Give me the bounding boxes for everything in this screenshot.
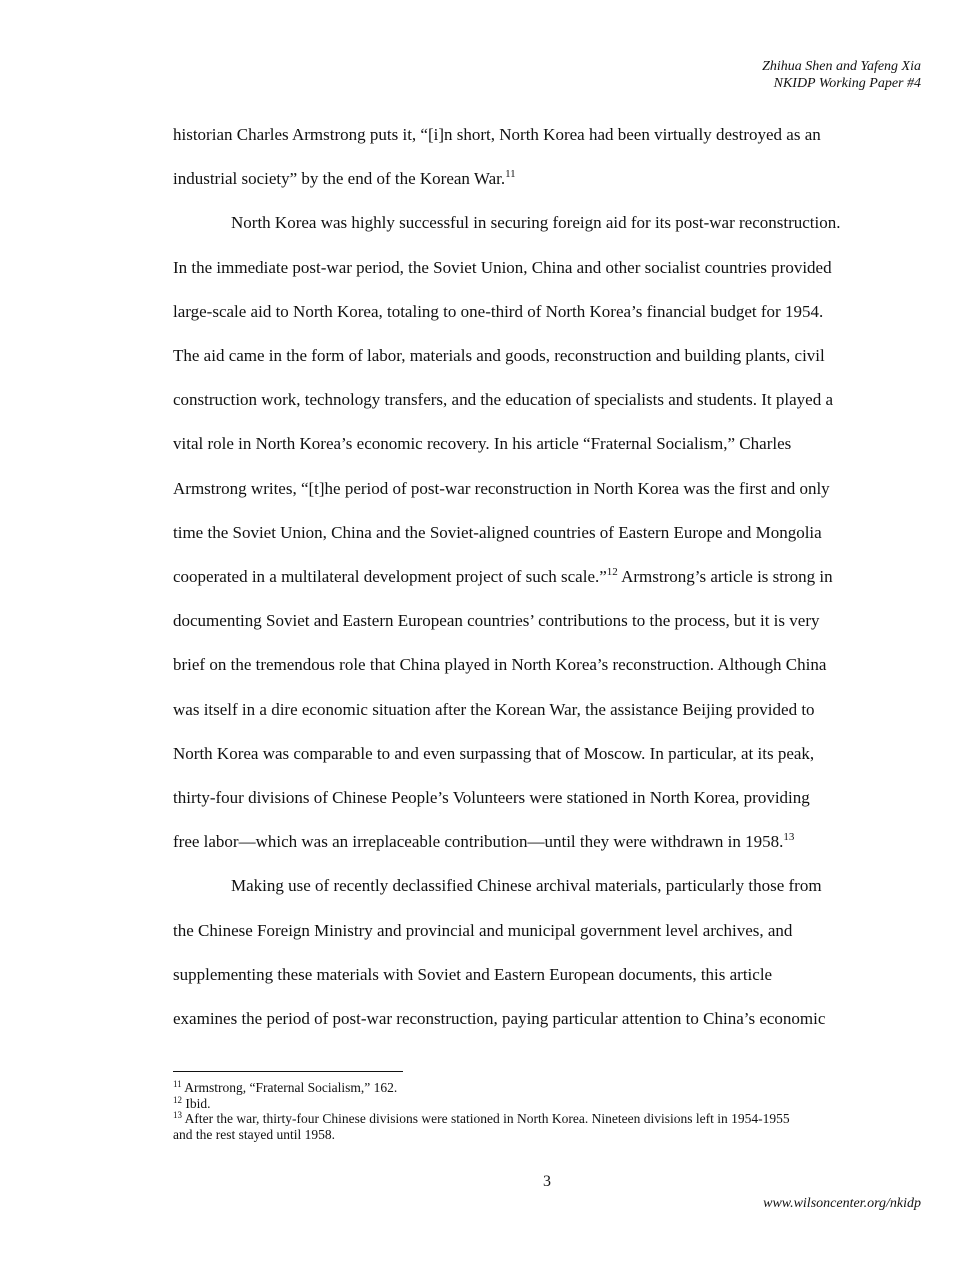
footnote-number: 11 [173,1079,182,1089]
text-line: historian Charles Armstrong puts it, “[i]n short, North Korea had been virtually destroyed as an [173,125,821,144]
footnote-text: Ibid. [182,1095,211,1111]
text-line [173,820,921,864]
paragraph-2 [173,201,921,864]
paragraph-3 [173,864,921,1041]
text-line [173,157,921,201]
paragraph-1 [173,113,921,201]
text-run: industrial society” by the end of the Korean War. [173,169,506,189]
footnote-13-continued: and the rest stayed until 1958. [173,1126,335,1142]
header-authors: Zhihua Shen and Yafeng Xia [762,59,921,74]
text-line: time the Soviet Union, China and the Soviet-aligned countries of Eastern Europe and Mongolia [173,522,822,542]
text-line: Making use of recently declassified Chinese archival materials, particularly those from [231,876,822,896]
footnote-11 [173,1080,921,1096]
text-line: thirty-four divisions of Chinese People’s Volunteers were stationed in North Korea, providing [173,788,810,808]
footnote-number: 13 [173,1110,182,1120]
header-series: NKIDP Working Paper #4 [773,76,921,91]
text-line: The aid came in the form of labor, materials and goods, reconstruction and building plants, civil [173,346,825,366]
text-line: large-scale aid to North Korea, totaling to one-third of North Korea’s financial budget for 1954. [173,301,824,321]
running-header [762,58,921,92]
footnote-ref-13: 13 [783,831,795,844]
footnotes [173,1080,921,1142]
text-line: In the immediate post-war period, the Soviet Union, China and other socialist countries provided [173,257,832,277]
footnote-12 [173,1096,921,1112]
footnote-text: After the war, thirty-four Chinese divisions were stationed in North Korea. Nineteen divisions left in 1954-1955 [182,1111,790,1126]
text-line: brief on the tremendous role that China played in North Korea’s reconstruction. Although China [173,655,827,675]
text-line: supplementing these materials with Soviet and Eastern European documents, this article [173,964,773,984]
text-line: North Korea was comparable to and even surpassing that of Moscow. In particular, at its peak, [173,743,815,763]
text-line: North Korea was highly successful in securing foreign aid for its post-war reconstruction. [231,213,841,233]
footnote-divider [173,1071,403,1072]
text-line: was itself in a dire economic situation after the Korean War, the assistance Beijing provided to [173,699,815,719]
footnote-ref-11: 11 [505,168,516,181]
footnote-ref-12: 12 [606,566,618,579]
text-run: free labor—which was an irreplaceable contribution—until they were withdrawn in 1958. [173,832,784,852]
page-number: 3 [543,1173,551,1190]
main-text [173,113,921,1041]
text-line: construction work, technology transfers, and the education of specialists and students. It played a [173,390,833,410]
text-run: Armstrong’s article is strong in [617,567,833,587]
website-link[interactable]: www.wilsoncenter.org/nkidp [763,1196,921,1211]
text-run: cooperated in a multilateral development project of such scale.” [173,567,607,587]
footnote-13 [173,1111,921,1127]
text-line: vital role in North Korea’s economic recovery. In his article “Fraternal Socialism,” Charles [173,434,792,454]
text-line: examines the period of post-war reconstruction, paying particular attention to China’s economic [173,1009,826,1029]
text-line: documenting Soviet and Eastern European countries’ contributions to the process, but it is very [173,611,820,631]
footnote-text: Armstrong, “Fraternal Socialism,” 162. [181,1080,398,1095]
text-line [173,555,921,599]
text-line: Armstrong writes, “[t]he period of post-war reconstruction in North Korea was the first and only [173,478,830,498]
text-line: the Chinese Foreign Ministry and provincial and municipal government level archives, and [173,920,793,940]
footnote-number: 12 [173,1094,182,1105]
